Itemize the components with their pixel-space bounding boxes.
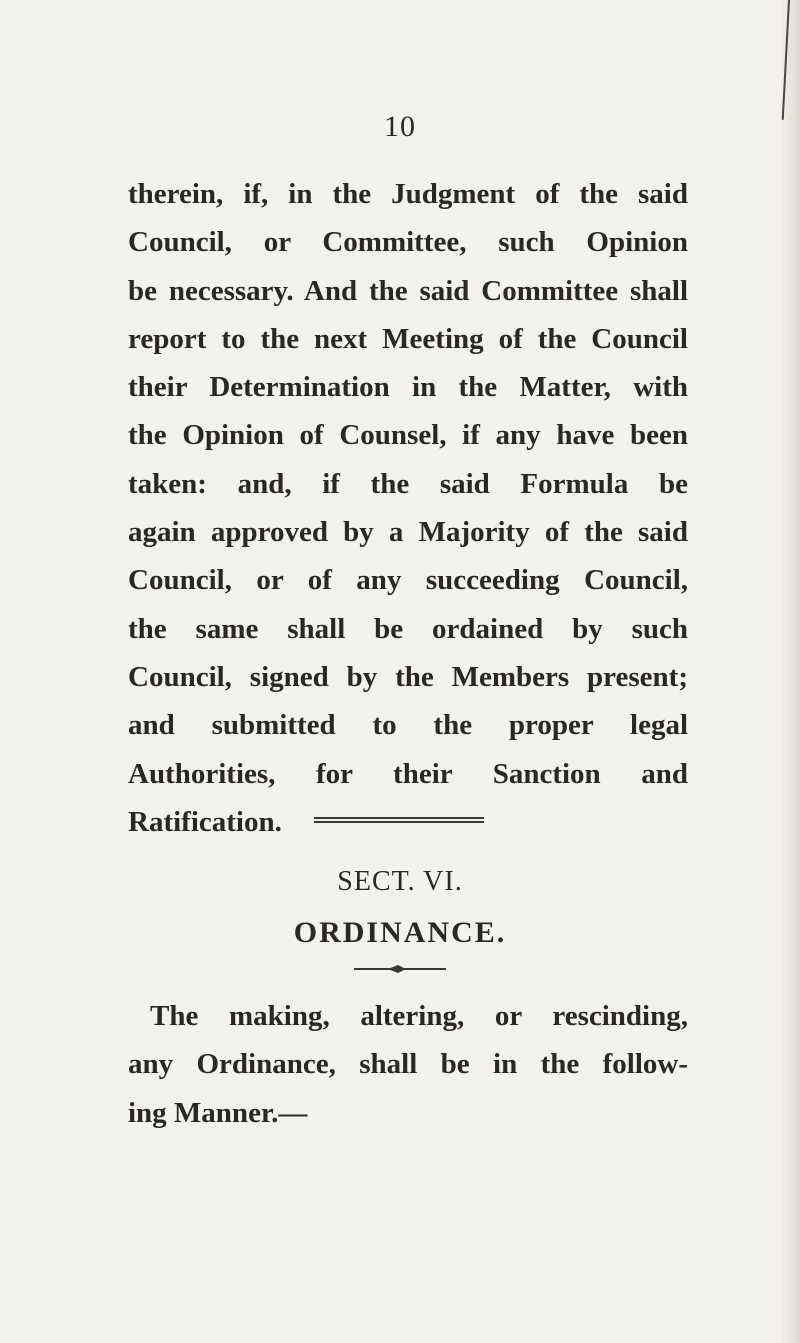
text-line: Ratification. [128, 805, 282, 838]
text-line: therein, if, in the Judgment of the said [128, 178, 688, 210]
ornament-rule [352, 962, 448, 976]
section-heading: ORDINANCE. [293, 916, 507, 949]
paragraph-2 [128, 992, 688, 1137]
text-line: be necessary. And the said Committee shall [128, 274, 688, 307]
text-line: the same shall be ordained by such [128, 612, 688, 645]
text-line: their Determination in the Matter, with [128, 371, 688, 404]
text-line: and submitted to the proper legal [128, 709, 688, 742]
text-line: any Ordinance, shall be in the follow- [128, 1048, 688, 1081]
text-line: report to the next Meeting of the Council [128, 322, 688, 355]
page-edge [780, 0, 800, 1343]
text-line: again approved by a Majority of the said [128, 516, 688, 549]
double-rule-divider [314, 817, 484, 823]
text-line: Council, signed by the Members present; [128, 660, 688, 693]
text-line: The making, altering, or rescinding, [150, 1000, 688, 1032]
page-number: 10 [384, 110, 416, 143]
text-line: Authorities, for their Sanction and [128, 757, 688, 790]
text-line: ing Manner.— [128, 1096, 308, 1129]
text-line: Council, or of any succeeding Council, [128, 564, 688, 597]
section-number: SECT. VI. [337, 866, 463, 897]
paragraph-1 [128, 170, 688, 846]
text-line: the Opinion of Counsel, if any have been [128, 419, 688, 452]
text-line: taken: and, if the said Formula be [128, 467, 688, 500]
text-line: Council, or Committee, such Opinion [128, 226, 688, 259]
